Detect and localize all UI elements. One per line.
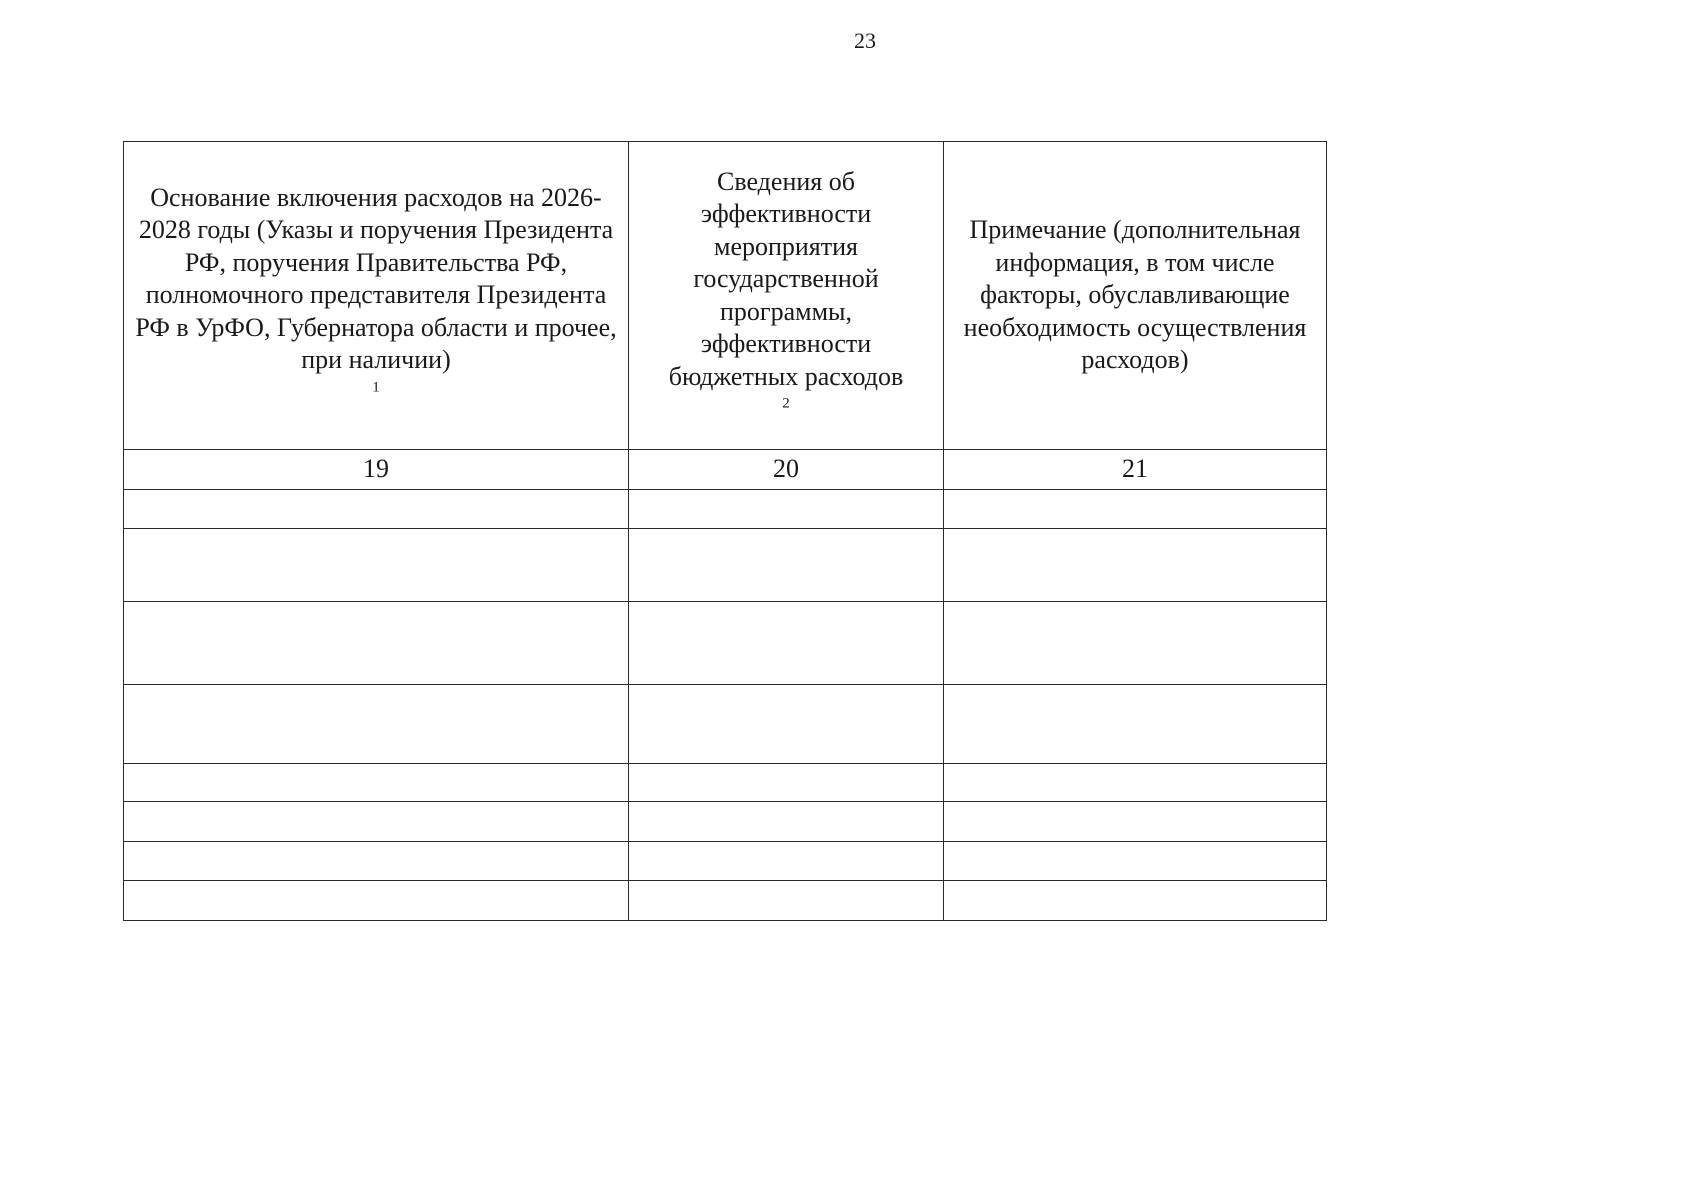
table-cell — [629, 802, 944, 842]
table-cell — [944, 802, 1327, 842]
table-row — [124, 529, 1327, 602]
table-row — [124, 490, 1327, 529]
table-row — [124, 764, 1327, 802]
table-cell — [629, 490, 944, 529]
table-row — [124, 685, 1327, 764]
table-row — [124, 802, 1327, 842]
header-efficiency-text: Сведения об эффективности мероприятия государственной программы, эффективности бюджетных расходов — [668, 166, 904, 391]
expenditure-table — [123, 141, 1327, 921]
table-header-row — [124, 142, 1327, 450]
table-cell — [944, 842, 1327, 881]
footnote-mark-2: 2 — [782, 395, 790, 412]
table-cell — [124, 881, 629, 921]
table-cell — [944, 764, 1327, 802]
table-cell — [124, 602, 629, 685]
table-cell — [944, 529, 1327, 602]
page-number: 23 — [854, 28, 876, 53]
header-cell-basis — [124, 142, 629, 450]
column-number-19: 19 — [124, 450, 629, 490]
column-number-20: 20 — [629, 450, 944, 490]
table-cell — [124, 764, 629, 802]
table-row — [124, 602, 1327, 685]
table-row — [124, 842, 1327, 881]
footnote-mark-1: 1 — [372, 379, 380, 396]
table-cell — [944, 881, 1327, 921]
table-cell — [629, 602, 944, 685]
header-cell-note — [944, 142, 1327, 450]
table-cell — [124, 685, 629, 764]
table-cell — [629, 842, 944, 881]
table-row — [124, 881, 1327, 921]
table-cell — [124, 802, 629, 842]
header-note-text: Примечание (дополнительная информация, в том числе факторы, обуславливающие необходимость осуществления расходов) — [963, 215, 1307, 375]
table-cell — [629, 881, 944, 921]
column-number-21: 21 — [944, 450, 1327, 490]
table-cell — [124, 842, 629, 881]
table-cell — [944, 490, 1327, 529]
table-cell — [629, 685, 944, 764]
table-cell — [124, 529, 629, 602]
table-cell — [629, 764, 944, 802]
table-cell — [944, 602, 1327, 685]
table-cell — [944, 685, 1327, 764]
table-cell — [629, 529, 944, 602]
header-basis-text: Основание включения расходов на 2026-2028 годы (Указы и поручения Президента РФ, поручения Правительства РФ, полномочного представителя Президента РФ в УрФО, Губернатора области и прочее, при наличии) — [135, 182, 617, 375]
column-number-row — [124, 450, 1327, 490]
header-cell-efficiency — [629, 142, 944, 450]
table-cell — [124, 490, 629, 529]
